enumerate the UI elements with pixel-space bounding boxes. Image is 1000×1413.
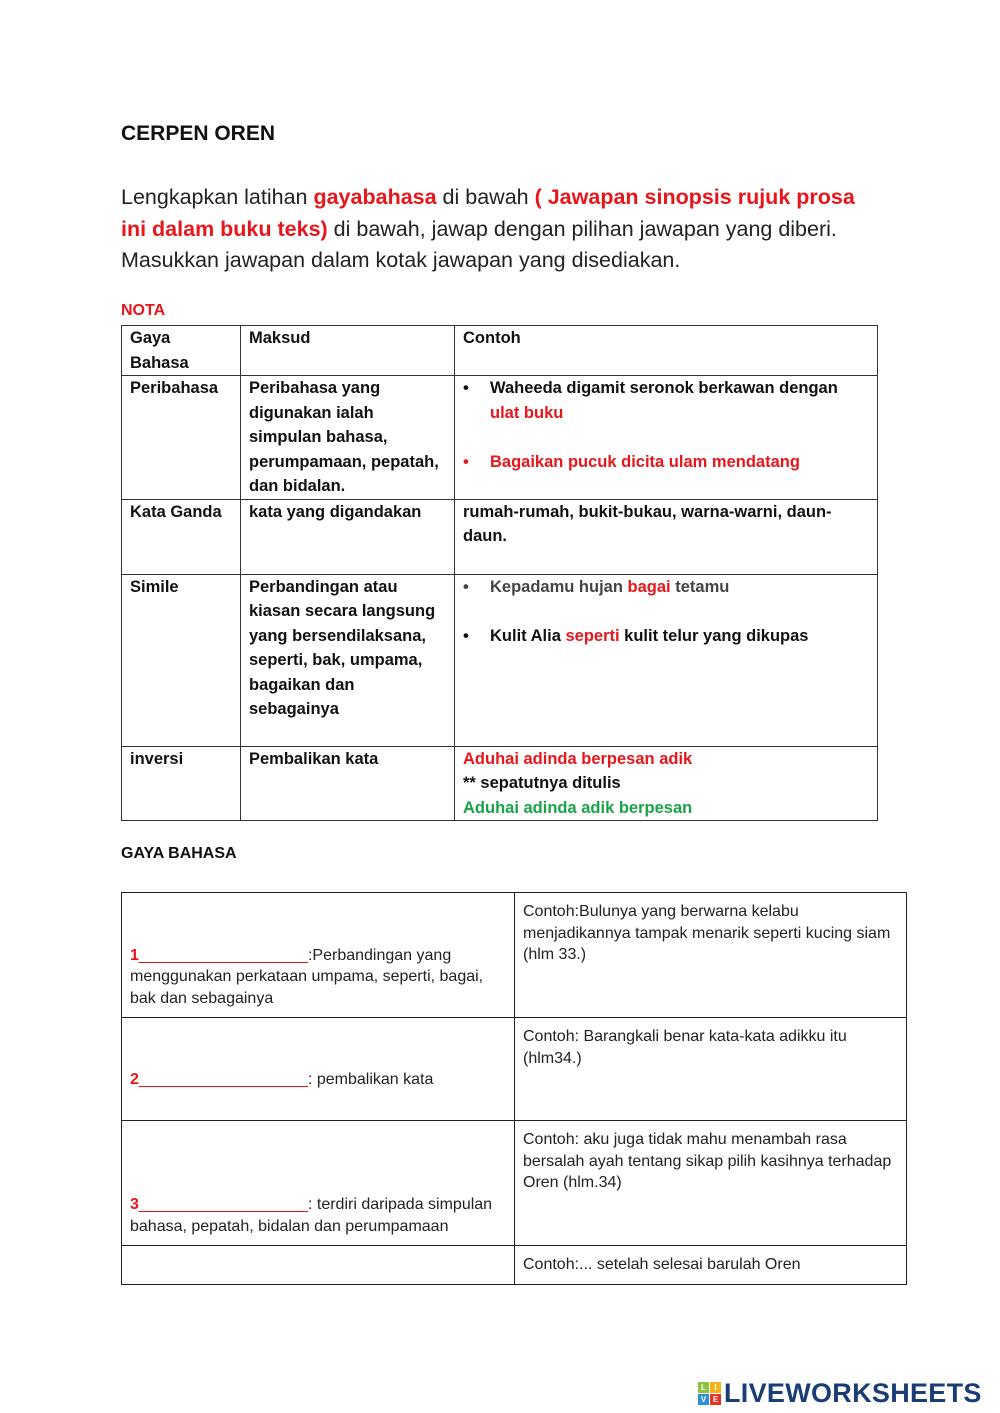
table-row (122, 376, 878, 500)
example-text: tetamu (670, 577, 730, 596)
table-row (122, 746, 878, 821)
intro-text: di bawah, jawap dengan pilihan jawapan yang diberi. Masukkan jawapan dalam kotak jawapan yang disediakan. (121, 216, 837, 272)
question-number: 2 (130, 1071, 139, 1089)
maksud-cell: Perbandingan atau kiasan secara langsung yang bersendilaksana, seperti, bak, umpama, bagaikan dan sebagainya (241, 574, 455, 746)
logo-icon (698, 1382, 721, 1405)
answer-blank[interactable]: ___________________ (138, 1196, 308, 1213)
gaya-cell: inversi (122, 746, 241, 821)
nota-label: NOTA (121, 302, 166, 319)
question-number: 1 (130, 946, 139, 964)
logo-letter: V (698, 1394, 709, 1405)
question-text: : terdiri daripada simpulan bahasa, pepatah, bidalan dan perumpamaan (130, 1196, 493, 1235)
logo-letter: I (710, 1382, 721, 1393)
question-cell (122, 1121, 515, 1246)
correct-example: Aduhai adinda adik berpesan (463, 798, 693, 817)
contoh-cell (455, 746, 878, 821)
table-row (122, 574, 878, 746)
logo-letter: L (698, 1382, 709, 1393)
intro-text: Lengkapkan latihan (121, 185, 314, 209)
gaya-cell: Peribahasa (122, 376, 241, 500)
instructions (121, 182, 881, 277)
example-cell: Contoh:Bulunya yang berwarna kelabu menjadikannya tampak menarik seperti kucing siam (hlm 33.) (515, 893, 907, 1018)
list-item: • Bagaikan pucuk dicita ulam mendatang (463, 450, 869, 475)
logo-text: LIVEWORKSHEETS (724, 1378, 982, 1408)
example-cell: Contoh: Barangkali benar kata-kata adikku itu (hlm34.) (515, 1018, 907, 1121)
example-highlight: seperti (565, 627, 620, 645)
example-text: Kepadamu hujan (490, 577, 628, 596)
table-row (122, 1246, 907, 1285)
list-item (463, 624, 869, 649)
table-row (122, 1121, 907, 1246)
maksud-cell: Pembalikan kata (241, 746, 455, 821)
gaya-cell: Kata Ganda (122, 499, 241, 574)
question-cell (122, 1018, 515, 1121)
intro-highlight: gayabahasa (313, 185, 437, 209)
example-cell: Contoh: aku juga tidak mahu menambah rasa bersalah ayah tentang sikap pilih kasihnya terhadap Oren (hlm.34) (515, 1121, 907, 1246)
table-row (122, 499, 878, 574)
nota-table (121, 325, 878, 821)
answer-blank[interactable]: ___________________ (138, 946, 308, 964)
list-item (463, 376, 869, 425)
logo-letter: E (710, 1394, 721, 1405)
answer-blank[interactable]: ___________________ (138, 1071, 308, 1089)
header-cell: Contoh (455, 326, 878, 376)
liveworksheets-logo (698, 1378, 982, 1409)
example-text: kulit telur yang dikupas (619, 627, 809, 645)
example-highlight: ulat buku (490, 403, 564, 422)
intro-highlight: ( Jawapan sinopsis rujuk prosa ini dalam buku teks) (121, 185, 855, 241)
contoh-cell (455, 376, 878, 500)
question-text: : pembalikan kata (307, 1071, 434, 1089)
table-row (122, 1018, 907, 1121)
empty-cell (122, 1246, 515, 1285)
example-cell: Contoh:... setelah selesai barulah Oren (515, 1246, 907, 1285)
maksud-cell: kata yang digandakan (241, 499, 455, 574)
note-text: ** sepatutnya ditulis (463, 774, 621, 792)
wrong-example: Aduhai adinda berpesan adik (463, 749, 693, 768)
example-highlight: bagai (627, 577, 671, 596)
maksud-cell: Peribahasa yang digunakan ialah simpulan bahasa, perumpamaan, pepatah, dan bidalan. (241, 376, 455, 500)
section-heading: GAYA BAHASA (121, 845, 237, 862)
question-text: :Perbandingan yang menggunakan perkataan umpama, seperti, bagai, bak dan sebagainya (130, 946, 484, 1007)
question-number: 3 (130, 1196, 139, 1213)
intro-text: di bawah (436, 185, 535, 209)
table-row (122, 893, 907, 1018)
example-text: Kulit Alia (490, 627, 566, 645)
question-cell (122, 893, 515, 1018)
header-cell: Gaya Bahasa (122, 326, 241, 376)
list-item (463, 575, 869, 600)
example-text: Waheeda digamit seronok berkawan dengan (490, 379, 838, 397)
exercise-table (121, 892, 907, 1285)
header-cell: Maksud (241, 326, 455, 376)
gaya-cell: Simile (122, 574, 241, 746)
contoh-cell (455, 574, 878, 746)
table-header-row (122, 326, 878, 376)
page-title: CERPEN OREN (121, 122, 276, 145)
contoh-cell: rumah-rumah, bukit-bukau, warna-warni, daun-daun. (455, 499, 878, 574)
